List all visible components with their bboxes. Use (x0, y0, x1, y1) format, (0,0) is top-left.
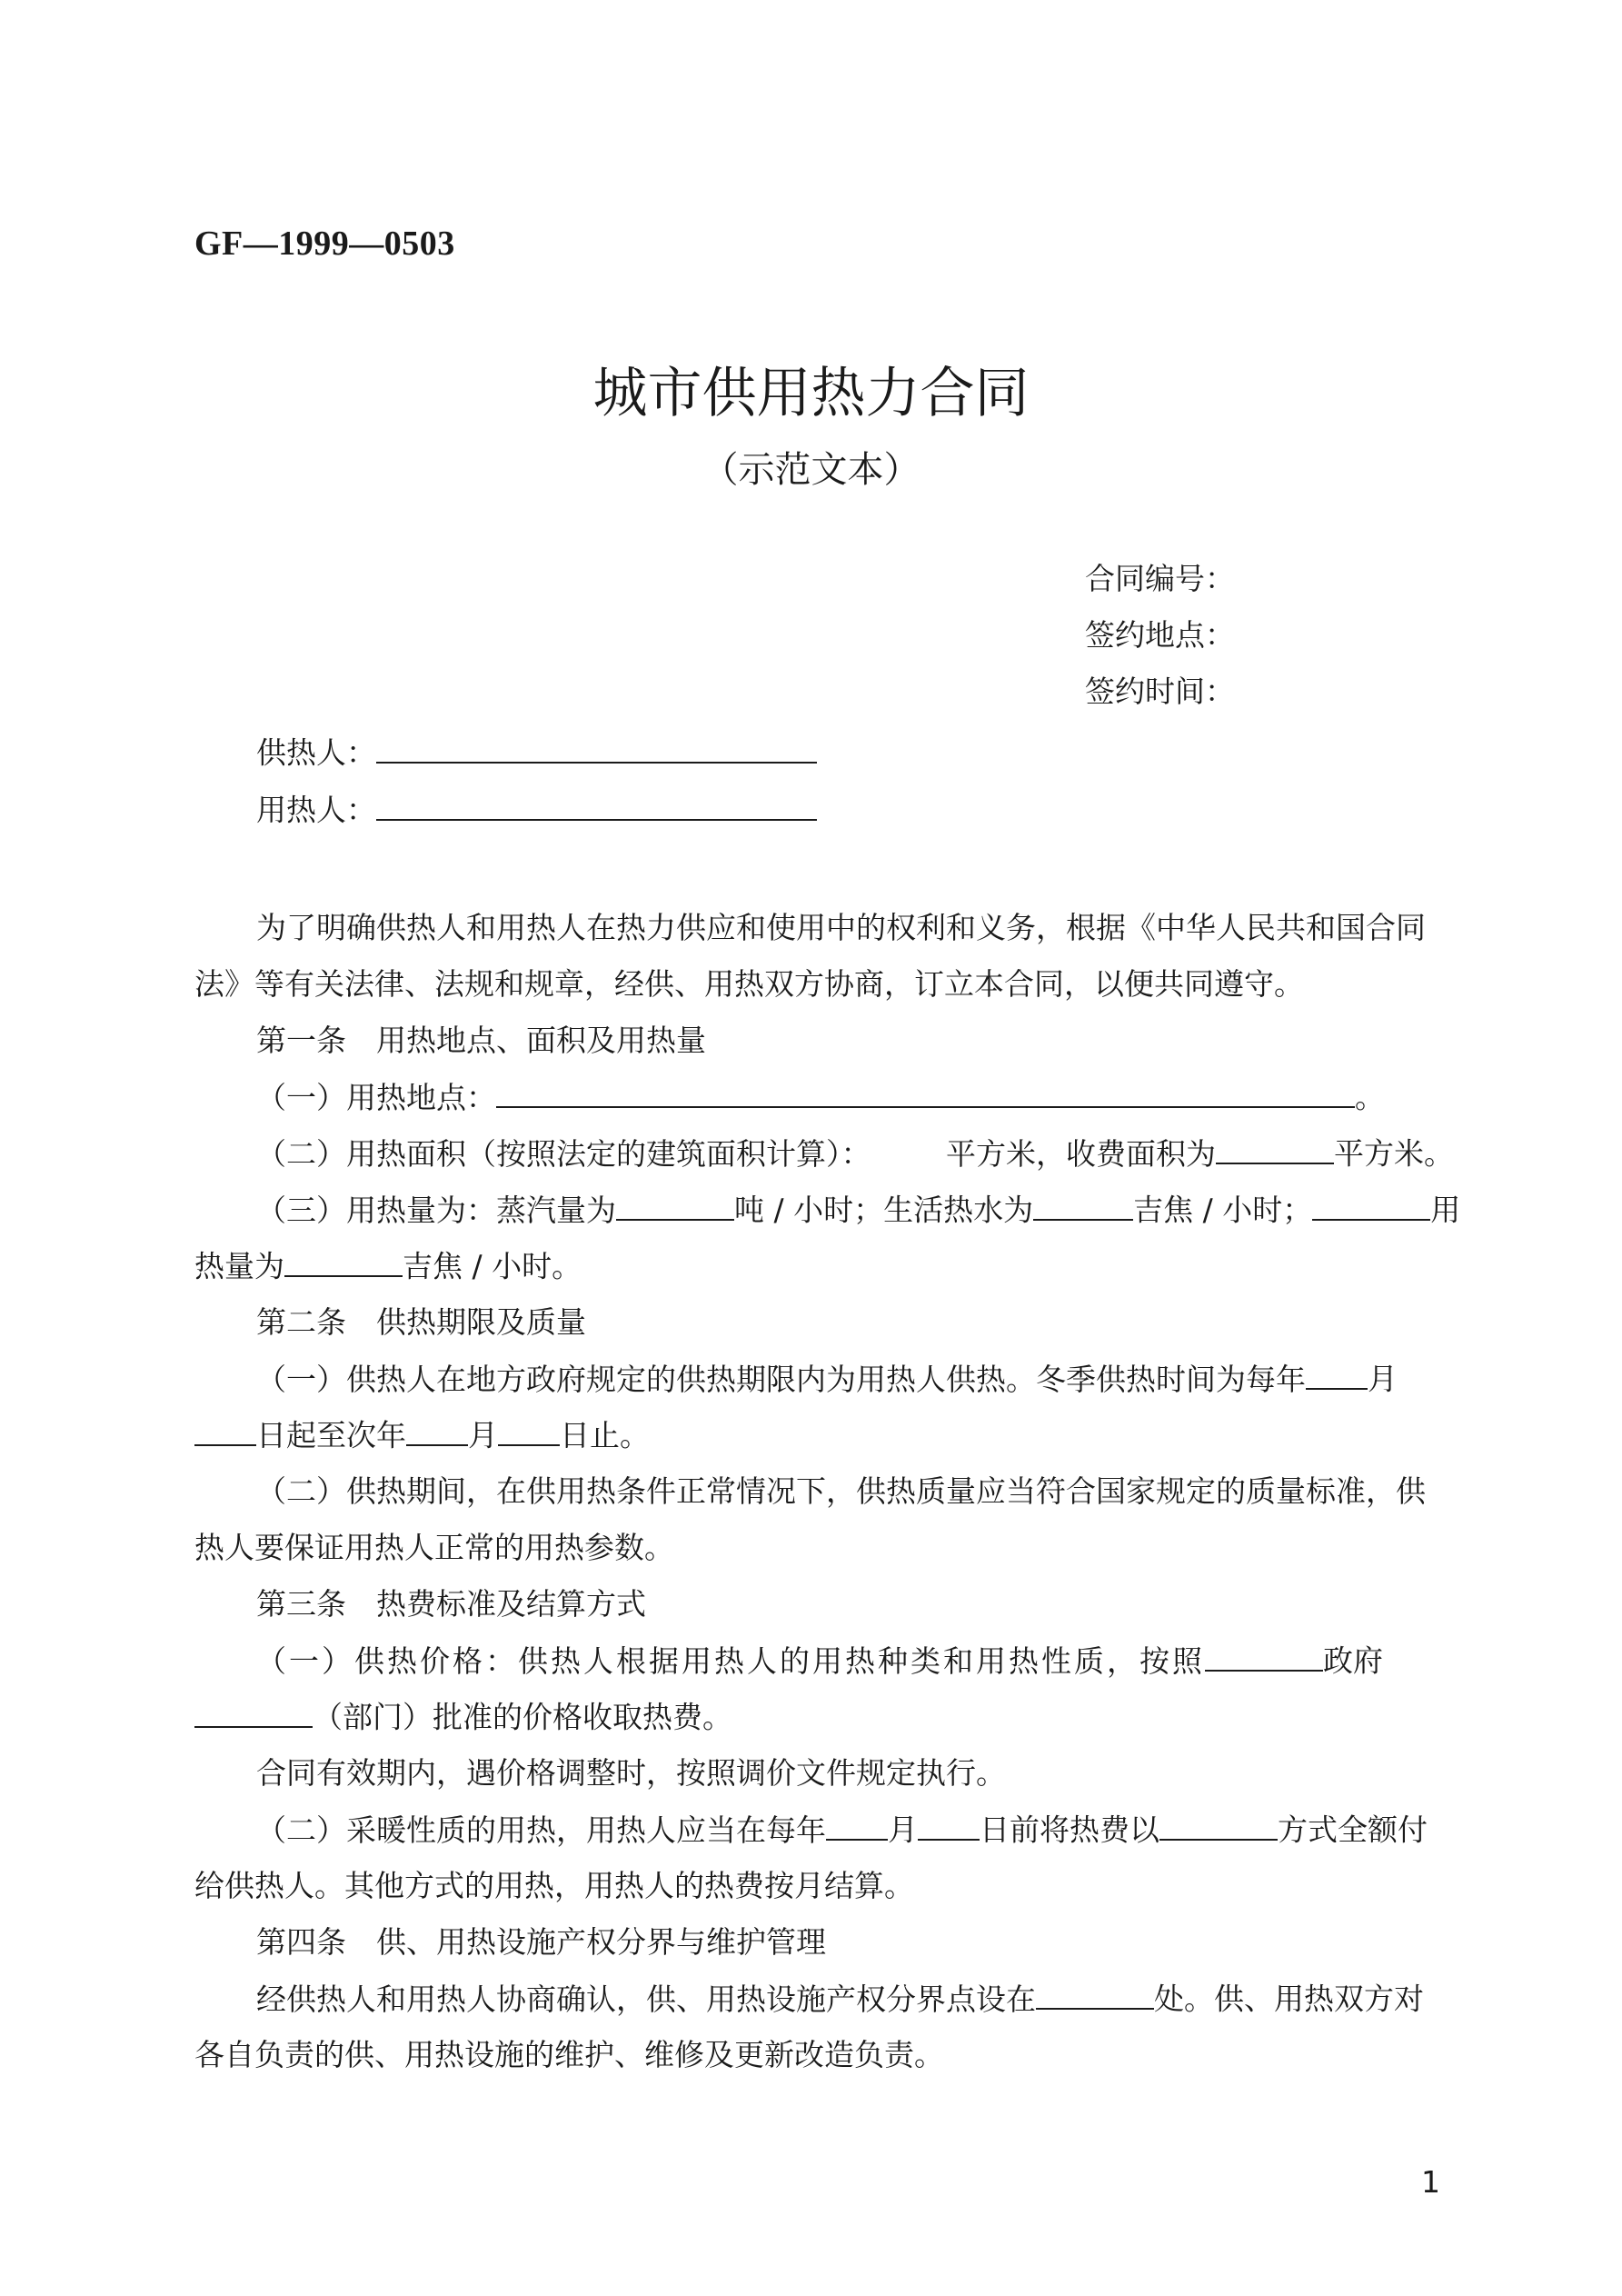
document-code: GF—1999—0503 (194, 225, 455, 263)
month-text-2: 月 (468, 1417, 498, 1453)
heat-location-blank[interactable] (496, 1074, 1355, 1108)
hot-water-unit: 吉焦 / 小时； (1133, 1192, 1313, 1228)
article-1-title: 第一条 用热地点、面积及用热量 (256, 1023, 706, 1058)
boundary-text: 经供热人和用热人协商确认，供、用热设施产权分界点设在 (256, 1981, 1036, 2017)
approved-price-text: （部门）批准的价格收取热费。 (313, 1699, 732, 1735)
article-4-para (194, 1976, 1439, 2022)
price-adjust-text: 合同有效期内，遇价格调整时，按照调价文件规定执行。 (256, 1755, 1006, 1791)
article-2-item-1-cont (194, 1413, 1439, 1459)
supplier-row (256, 730, 817, 776)
until-next-year-text: 日起至次年 (256, 1417, 406, 1453)
maintenance-text: 各自负责的供、用热设施的维护、维修及更新改造负责。 (194, 2037, 944, 2072)
sqm-unit: 平方米。 (1334, 1135, 1454, 1172)
article-2-item-2-cont (194, 1525, 1439, 1571)
article-2-heading (194, 1300, 1439, 1345)
article-1-item-3-cont (194, 1243, 1439, 1290)
heat-location-label: （一）用热地点： (256, 1079, 496, 1115)
page-number: 1 (1421, 2164, 1440, 2200)
article-3-title: 第三条 热费标准及结算方式 (256, 1586, 646, 1622)
heat-amount-unit: 吉焦 / 小时。 (403, 1248, 582, 1284)
article-1-item-3 (194, 1187, 1461, 1233)
article-3-item-2-cont (194, 1863, 1439, 1909)
government-text: 政府 (1323, 1642, 1383, 1679)
article-1-item-1 (194, 1074, 1439, 1121)
quality-text-2: 热人要保证用热人正常的用热参数。 (194, 1530, 674, 1565)
page-subtitle: （示范文本） (702, 449, 920, 491)
contract-number-label: 合同编号： (1085, 561, 1235, 596)
heat-amount-label: 热量为 (194, 1248, 284, 1284)
before-day-text: 日前将热费以 (980, 1812, 1159, 1848)
hot-water-blank[interactable] (1033, 1187, 1133, 1221)
other-use-blank[interactable] (1312, 1187, 1430, 1221)
end-day-blank[interactable] (498, 1413, 560, 1446)
intro-line-1 (194, 905, 1439, 951)
fee-day-blank[interactable] (918, 1807, 980, 1841)
article-4-para-cont (194, 2032, 1439, 2078)
month-text: 月 (1368, 1361, 1398, 1397)
intro-text-1: 为了明确供热人和用热人在热力供应和使用中的权利和义务，根据《中华人民共和国合同 (256, 910, 1426, 945)
steam-unit: 吨 / 小时；生活热水为 (734, 1192, 1034, 1228)
article-3-heading (194, 1582, 1439, 1627)
start-day-blank[interactable] (194, 1413, 256, 1446)
fee-month-blank[interactable] (826, 1807, 888, 1841)
article-2-item-1 (194, 1356, 1439, 1403)
intro-line-2 (194, 962, 1439, 1007)
intro-text-2: 法》等有关法律、法规和规章，经供、用热双方协商，订立本合同，以便共同遵守。 (194, 966, 1304, 1002)
article-3-item-2 (194, 1807, 1439, 1853)
end-month-blank[interactable] (406, 1413, 468, 1446)
article-1-item-2 (194, 1131, 1454, 1177)
heat-amount-blank[interactable] (284, 1243, 403, 1277)
supply-period-text: （一）供热人在地方政府规定的供热期限内为用热人供热。冬季供热时间为每年 (256, 1361, 1306, 1397)
department-blank[interactable] (194, 1694, 313, 1728)
heating-fee-text: （二）采暖性质的用热，用热人应当在每年 (256, 1812, 826, 1848)
price-text: （一）供热价格：供热人根据用热人的用热种类和用热性质，按照 (256, 1642, 1205, 1679)
article-2-item-2 (194, 1469, 1439, 1514)
boundary-text-2: 处。供、用热双方对 (1154, 1981, 1424, 2017)
article-3-item-1 (194, 1638, 1439, 1684)
heat-amount-text: （三）用热量为：蒸汽量为 (256, 1192, 616, 1228)
period: 。 (1355, 1079, 1385, 1115)
article-4-title: 第四条 供、用热设施产权分界与维护管理 (256, 1924, 826, 1960)
user-row (256, 787, 817, 834)
government-blank[interactable] (1205, 1638, 1323, 1672)
page-title: 城市供用热力合同 (592, 362, 1030, 425)
monthly-settlement-text: 给供热人。其他方式的用热，用热人的热费按月结算。 (194, 1868, 914, 1903)
start-month-blank[interactable] (1306, 1356, 1368, 1390)
sign-place-label: 签约地点： (1085, 617, 1235, 653)
quality-text-1: （二）供热期间，在供用热条件正常情况下，供热质量应当符合国家规定的质量标准，供 (256, 1473, 1426, 1509)
full-payment-text: 方式全额付 (1278, 1812, 1428, 1848)
article-3-item-1-cont (194, 1694, 1439, 1741)
end-day-text: 日止。 (560, 1417, 650, 1453)
article-2-title: 第二条 供热期限及质量 (256, 1304, 586, 1340)
user-label: 用热人： (256, 792, 376, 828)
article-4-heading (194, 1920, 1439, 1965)
article-3-note (194, 1751, 1439, 1796)
user-blank[interactable] (376, 787, 817, 821)
payment-method-blank[interactable] (1159, 1807, 1278, 1841)
supplier-blank[interactable] (376, 730, 817, 764)
use-text: 用 (1430, 1192, 1461, 1228)
supplier-label: 供热人： (256, 734, 376, 771)
steam-blank[interactable] (616, 1187, 734, 1221)
boundary-point-blank[interactable] (1036, 1976, 1154, 2010)
sign-time-label: 签约时间： (1085, 674, 1235, 709)
charge-area-blank[interactable] (1216, 1131, 1334, 1164)
article-1-heading (194, 1018, 1439, 1063)
month-text-3: 月 (888, 1812, 918, 1848)
heat-area-text: （二）用热面积（按照法定的建筑面积计算）： 平方米，收费面积为 (256, 1135, 1216, 1172)
